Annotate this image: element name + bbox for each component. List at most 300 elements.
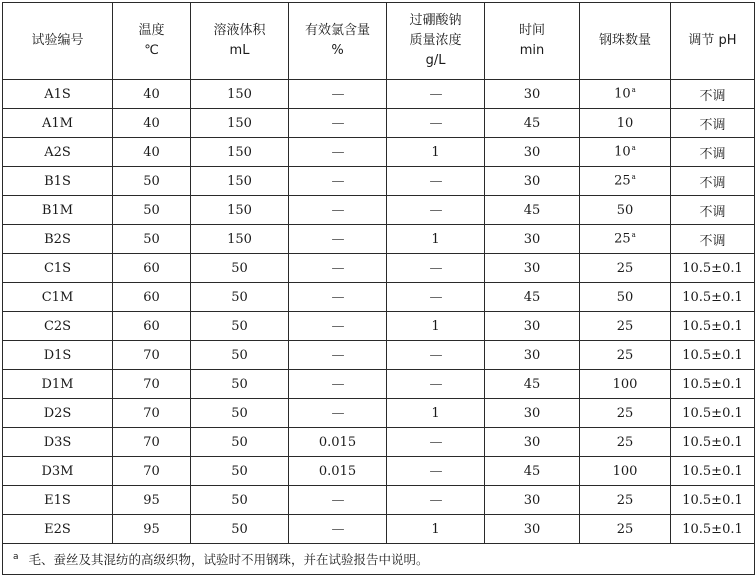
header-sodium-perborate [387, 3, 485, 80]
cell-steel-balls [580, 196, 671, 225]
cell-value: 60 [143, 260, 160, 276]
header-temperature-line: ℃ [144, 43, 159, 58]
cell-ph-adjust [671, 196, 755, 225]
cell-ph-adjust [671, 457, 755, 486]
cell-value: 95 [143, 521, 160, 537]
cell-value: — [331, 376, 344, 392]
cell-value: 70 [143, 463, 160, 479]
cell-ph-adjust [671, 254, 755, 283]
cell-value: 50 [231, 318, 248, 334]
cell-ph-adjust [671, 138, 755, 167]
cell-test-id [3, 167, 113, 196]
cell-value: — [331, 318, 344, 334]
cell-value: 150 [227, 144, 252, 160]
cell-solution-volume [191, 109, 289, 138]
cell-value: A1M [42, 115, 73, 131]
cell-value: 25 [614, 231, 631, 247]
cell-available-chlorine [289, 80, 387, 109]
cell-test-id [3, 254, 113, 283]
cell-temperature [113, 341, 191, 370]
cell-value: 10 [614, 144, 631, 160]
header-time-line: min [519, 43, 545, 58]
header-ph-adjust [671, 3, 755, 80]
cell-solution-volume [191, 399, 289, 428]
cell-value: D3S [43, 434, 72, 450]
cell-test-id [3, 370, 113, 399]
header-steel-balls [580, 3, 671, 80]
cell-solution-volume [191, 283, 289, 312]
cell-value: 60 [143, 318, 160, 334]
cell-value: 30 [523, 521, 541, 537]
cell-steel-balls [580, 428, 671, 457]
cell-value: 45 [523, 376, 541, 392]
cell-time [485, 167, 580, 196]
footnote-cell [3, 544, 755, 575]
cell-sodium-perborate [387, 457, 485, 486]
cell-time [485, 399, 580, 428]
cell-value: — [429, 86, 442, 102]
cell-value: — [331, 202, 344, 218]
cell-value: 0.015 [318, 434, 357, 450]
cell-test-id [3, 399, 113, 428]
cell-value: 150 [227, 115, 252, 131]
cell-solution-volume [191, 196, 289, 225]
cell-temperature [113, 399, 191, 428]
cell-value: B1M [41, 202, 74, 218]
cell-steel-balls [580, 515, 671, 544]
cell-temperature [113, 428, 191, 457]
cell-steel-balls [580, 399, 671, 428]
cell-value: 70 [143, 376, 160, 392]
cell-value: 45 [523, 115, 541, 131]
cell-ph-adjust [671, 225, 755, 254]
cell-value: 10 [614, 86, 631, 102]
table-row [3, 109, 755, 138]
cell-value: D3M [41, 463, 74, 479]
cell-value: — [331, 521, 344, 537]
cell-value: 50 [616, 202, 634, 218]
cell-value: 100 [612, 463, 638, 479]
table-row [3, 138, 755, 167]
cell-value: C1M [41, 289, 74, 305]
cell-time [485, 80, 580, 109]
cell-value: 30 [523, 231, 541, 247]
cell-ph-adjust [671, 80, 755, 109]
cell-value: — [429, 434, 442, 450]
cell-value: 25 [616, 347, 634, 363]
cell-value: 10.5±0.1 [682, 492, 743, 508]
cell-test-id [3, 138, 113, 167]
cell-time [485, 138, 580, 167]
cell-sodium-perborate [387, 312, 485, 341]
cell-test-id [3, 428, 113, 457]
header-temperature [113, 3, 191, 80]
cell-value: 1 [431, 405, 440, 421]
cell-available-chlorine [289, 341, 387, 370]
cell-value: 50 [143, 231, 160, 247]
header-time [485, 3, 580, 80]
cell-value: 10.5±0.1 [682, 521, 743, 537]
cell-test-id [3, 283, 113, 312]
cell-temperature [113, 109, 191, 138]
cell-value: 不调 [699, 146, 726, 162]
table-row [3, 428, 755, 457]
cell-value: 1 [431, 231, 440, 247]
table-header [3, 3, 755, 80]
cell-steel-balls [580, 109, 671, 138]
cell-value: D2S [43, 405, 72, 421]
cell-available-chlorine [289, 283, 387, 312]
cell-steel-balls [580, 138, 671, 167]
cell-sodium-perborate [387, 109, 485, 138]
table-row [3, 457, 755, 486]
test-conditions-table [2, 2, 755, 575]
cell-temperature [113, 254, 191, 283]
cell-steel-balls [580, 167, 671, 196]
cell-ph-adjust [671, 399, 755, 428]
cell-ph-adjust [671, 370, 755, 399]
cell-value: 25 [616, 260, 634, 276]
cell-value: 25 [616, 318, 634, 334]
cell-temperature [113, 486, 191, 515]
cell-value: — [331, 231, 344, 247]
cell-time [485, 254, 580, 283]
cell-value: — [429, 202, 442, 218]
cell-temperature [113, 370, 191, 399]
cell-temperature [113, 283, 191, 312]
cell-ph-adjust [671, 515, 755, 544]
cell-solution-volume [191, 254, 289, 283]
cell-value: 50 [231, 289, 248, 305]
header-temperature-line: 温度 [138, 23, 165, 38]
cell-available-chlorine [289, 428, 387, 457]
cell-test-id [3, 486, 113, 515]
cell-ph-adjust [671, 341, 755, 370]
cell-value: 1 [431, 144, 440, 160]
cell-test-id [3, 196, 113, 225]
cell-temperature [113, 515, 191, 544]
footnote-ref-mark: a [631, 86, 636, 95]
header-test-id [3, 3, 113, 80]
cell-value: 0.015 [318, 463, 357, 479]
cell-available-chlorine [289, 312, 387, 341]
cell-sodium-perborate [387, 341, 485, 370]
cell-solution-volume [191, 428, 289, 457]
cell-value: 10.5±0.1 [682, 289, 743, 305]
cell-solution-volume [191, 341, 289, 370]
table-row [3, 341, 755, 370]
cell-value: B1S [44, 173, 71, 189]
cell-value: — [429, 376, 442, 392]
cell-ph-adjust [671, 312, 755, 341]
cell-steel-balls [580, 341, 671, 370]
cell-value: 40 [143, 115, 160, 131]
cell-value: E1S [44, 492, 71, 508]
cell-value: — [331, 347, 344, 363]
cell-solution-volume [191, 457, 289, 486]
cell-value: 10.5±0.1 [682, 463, 743, 479]
cell-ph-adjust [671, 283, 755, 312]
table-body [3, 80, 755, 544]
cell-steel-balls [580, 457, 671, 486]
cell-available-chlorine [289, 225, 387, 254]
cell-time [485, 515, 580, 544]
table-row [3, 254, 755, 283]
cell-sodium-perborate [387, 225, 485, 254]
header-available-chlorine [289, 3, 387, 80]
cell-value: 45 [523, 289, 541, 305]
cell-value: 10.5±0.1 [682, 434, 743, 450]
cell-value: 10.5±0.1 [682, 347, 743, 363]
cell-value: 95 [143, 492, 160, 508]
cell-value: 50 [231, 492, 248, 508]
cell-value: 45 [523, 463, 541, 479]
cell-available-chlorine [289, 399, 387, 428]
cell-value: 1 [431, 521, 440, 537]
cell-value: C1S [43, 260, 72, 276]
cell-value: 不调 [699, 117, 726, 133]
cell-sodium-perborate [387, 138, 485, 167]
cell-value: — [331, 405, 344, 421]
cell-value: 25 [614, 173, 631, 189]
cell-value: 50 [616, 289, 634, 305]
cell-value: C2S [43, 318, 72, 334]
cell-test-id [3, 312, 113, 341]
cell-value: — [331, 260, 344, 276]
cell-available-chlorine [289, 109, 387, 138]
cell-value: 70 [143, 347, 160, 363]
footnote-row [3, 544, 755, 575]
cell-value: — [331, 144, 344, 160]
test-conditions-table-wrapper [2, 2, 754, 575]
cell-value: 70 [143, 434, 160, 450]
cell-value: — [331, 86, 344, 102]
cell-temperature [113, 312, 191, 341]
cell-value: — [429, 289, 442, 305]
cell-value: 30 [523, 173, 541, 189]
cell-solution-volume [191, 515, 289, 544]
cell-steel-balls [580, 254, 671, 283]
cell-steel-balls [580, 225, 671, 254]
cell-value: 25 [616, 521, 634, 537]
footnote-ref-mark: a [631, 173, 636, 182]
header-available-chlorine-line: % [331, 43, 344, 58]
cell-temperature [113, 80, 191, 109]
cell-solution-volume [191, 138, 289, 167]
cell-sodium-perborate [387, 399, 485, 428]
cell-time [485, 341, 580, 370]
header-test-id-line: 试验编号 [31, 33, 84, 48]
cell-value: 30 [523, 434, 541, 450]
cell-available-chlorine [289, 196, 387, 225]
cell-value: 40 [143, 86, 160, 102]
cell-sodium-perborate [387, 428, 485, 457]
header-available-chlorine-line: 有效氯含量 [304, 23, 370, 38]
cell-value: — [429, 115, 442, 131]
cell-value: — [331, 289, 344, 305]
cell-value: 25 [616, 492, 634, 508]
footnote-ref-mark: a [631, 231, 636, 240]
cell-steel-balls [580, 486, 671, 515]
table-row [3, 225, 755, 254]
table-row [3, 283, 755, 312]
cell-value: D1M [41, 376, 74, 392]
cell-value: 50 [231, 463, 248, 479]
cell-value: 不调 [699, 88, 726, 104]
cell-value: 50 [231, 260, 248, 276]
cell-value: 10.5±0.1 [682, 260, 743, 276]
cell-sodium-perborate [387, 196, 485, 225]
header-ph-adjust-line: 调节 pH [688, 33, 737, 48]
cell-solution-volume [191, 486, 289, 515]
cell-value: 70 [143, 405, 160, 421]
cell-ph-adjust [671, 428, 755, 457]
cell-value: — [429, 463, 442, 479]
table-row [3, 486, 755, 515]
cell-ph-adjust [671, 109, 755, 138]
cell-ph-adjust [671, 486, 755, 515]
cell-value: 不调 [699, 204, 726, 220]
cell-temperature [113, 138, 191, 167]
cell-available-chlorine [289, 486, 387, 515]
cell-value: 150 [227, 86, 252, 102]
cell-value: 10.5±0.1 [682, 318, 743, 334]
cell-value: — [429, 492, 442, 508]
table-row [3, 80, 755, 109]
table-row [3, 399, 755, 428]
cell-available-chlorine [289, 254, 387, 283]
cell-time [485, 457, 580, 486]
cell-value: 50 [231, 376, 248, 392]
cell-value: 40 [143, 144, 160, 160]
cell-time [485, 283, 580, 312]
header-sodium-perborate-line: 过硼酸钠 [409, 13, 462, 28]
header-solution-volume [191, 3, 289, 80]
cell-available-chlorine [289, 515, 387, 544]
cell-time [485, 196, 580, 225]
cell-available-chlorine [289, 167, 387, 196]
cell-value: 50 [143, 202, 160, 218]
cell-value: — [331, 492, 344, 508]
cell-solution-volume [191, 167, 289, 196]
table-footer [3, 544, 755, 575]
cell-value: E2S [44, 521, 71, 537]
cell-temperature [113, 167, 191, 196]
cell-value: 45 [523, 202, 541, 218]
cell-value: A1S [44, 86, 71, 102]
cell-value: 150 [227, 173, 252, 189]
cell-value: — [331, 115, 344, 131]
cell-test-id [3, 515, 113, 544]
table-row [3, 515, 755, 544]
cell-test-id [3, 225, 113, 254]
cell-value: 30 [523, 405, 541, 421]
cell-value: A2S [44, 144, 71, 160]
cell-temperature [113, 225, 191, 254]
cell-value: 50 [231, 521, 248, 537]
table-row [3, 167, 755, 196]
cell-available-chlorine [289, 370, 387, 399]
cell-value: 10.5±0.1 [682, 405, 743, 421]
cell-value: 50 [231, 434, 248, 450]
cell-sodium-perborate [387, 167, 485, 196]
cell-value: 10 [616, 115, 634, 131]
cell-test-id [3, 109, 113, 138]
header-solution-volume-line: mL [229, 43, 250, 58]
cell-value: 25 [616, 405, 634, 421]
cell-solution-volume [191, 80, 289, 109]
cell-sodium-perborate [387, 515, 485, 544]
header-sodium-perborate-line: g/L [425, 53, 446, 68]
cell-value: 1 [431, 318, 440, 334]
footnote-mark: a [13, 551, 19, 562]
cell-available-chlorine [289, 457, 387, 486]
cell-value: 不调 [699, 175, 726, 191]
cell-test-id [3, 341, 113, 370]
cell-value: 50 [231, 347, 248, 363]
cell-time [485, 312, 580, 341]
table-row [3, 312, 755, 341]
table-row [3, 370, 755, 399]
cell-test-id [3, 457, 113, 486]
cell-sodium-perborate [387, 283, 485, 312]
cell-value: 30 [523, 260, 541, 276]
header-solution-volume-line: 溶液体积 [213, 23, 266, 38]
cell-value: 30 [523, 86, 541, 102]
cell-value: 25 [616, 434, 634, 450]
cell-value: 30 [523, 318, 541, 334]
cell-sodium-perborate [387, 486, 485, 515]
cell-sodium-perborate [387, 254, 485, 283]
cell-solution-volume [191, 370, 289, 399]
cell-sodium-perborate [387, 80, 485, 109]
cell-value: 150 [227, 202, 252, 218]
header-sodium-perborate-line: 质量浓度 [409, 33, 462, 48]
cell-value: 100 [612, 376, 638, 392]
cell-value: 不调 [699, 233, 726, 249]
cell-ph-adjust [671, 167, 755, 196]
header-time-line: 时间 [518, 23, 545, 38]
cell-value: 30 [523, 347, 541, 363]
header-steel-balls-line: 钢珠数量 [598, 33, 651, 48]
cell-time [485, 428, 580, 457]
cell-time [485, 486, 580, 515]
cell-temperature [113, 196, 191, 225]
cell-value: D1S [43, 347, 72, 363]
cell-value: 30 [523, 492, 541, 508]
cell-value: 30 [523, 144, 541, 160]
cell-value: — [429, 260, 442, 276]
footnote-text: 毛、蚕丝及其混纺的高级织物，试验时不用钢珠，并在试验报告中说明。 [28, 552, 429, 567]
table-row [3, 196, 755, 225]
cell-time [485, 370, 580, 399]
cell-steel-balls [580, 370, 671, 399]
cell-value: B2S [44, 231, 71, 247]
cell-steel-balls [580, 80, 671, 109]
cell-value: — [429, 173, 442, 189]
cell-value: 60 [143, 289, 160, 305]
footnote-ref-mark: a [631, 144, 636, 153]
cell-value: 50 [231, 405, 248, 421]
cell-sodium-perborate [387, 370, 485, 399]
cell-steel-balls [580, 283, 671, 312]
header-row [3, 3, 755, 80]
cell-value: 150 [227, 231, 252, 247]
cell-value: 50 [143, 173, 160, 189]
cell-temperature [113, 457, 191, 486]
cell-value: — [331, 173, 344, 189]
cell-steel-balls [580, 312, 671, 341]
